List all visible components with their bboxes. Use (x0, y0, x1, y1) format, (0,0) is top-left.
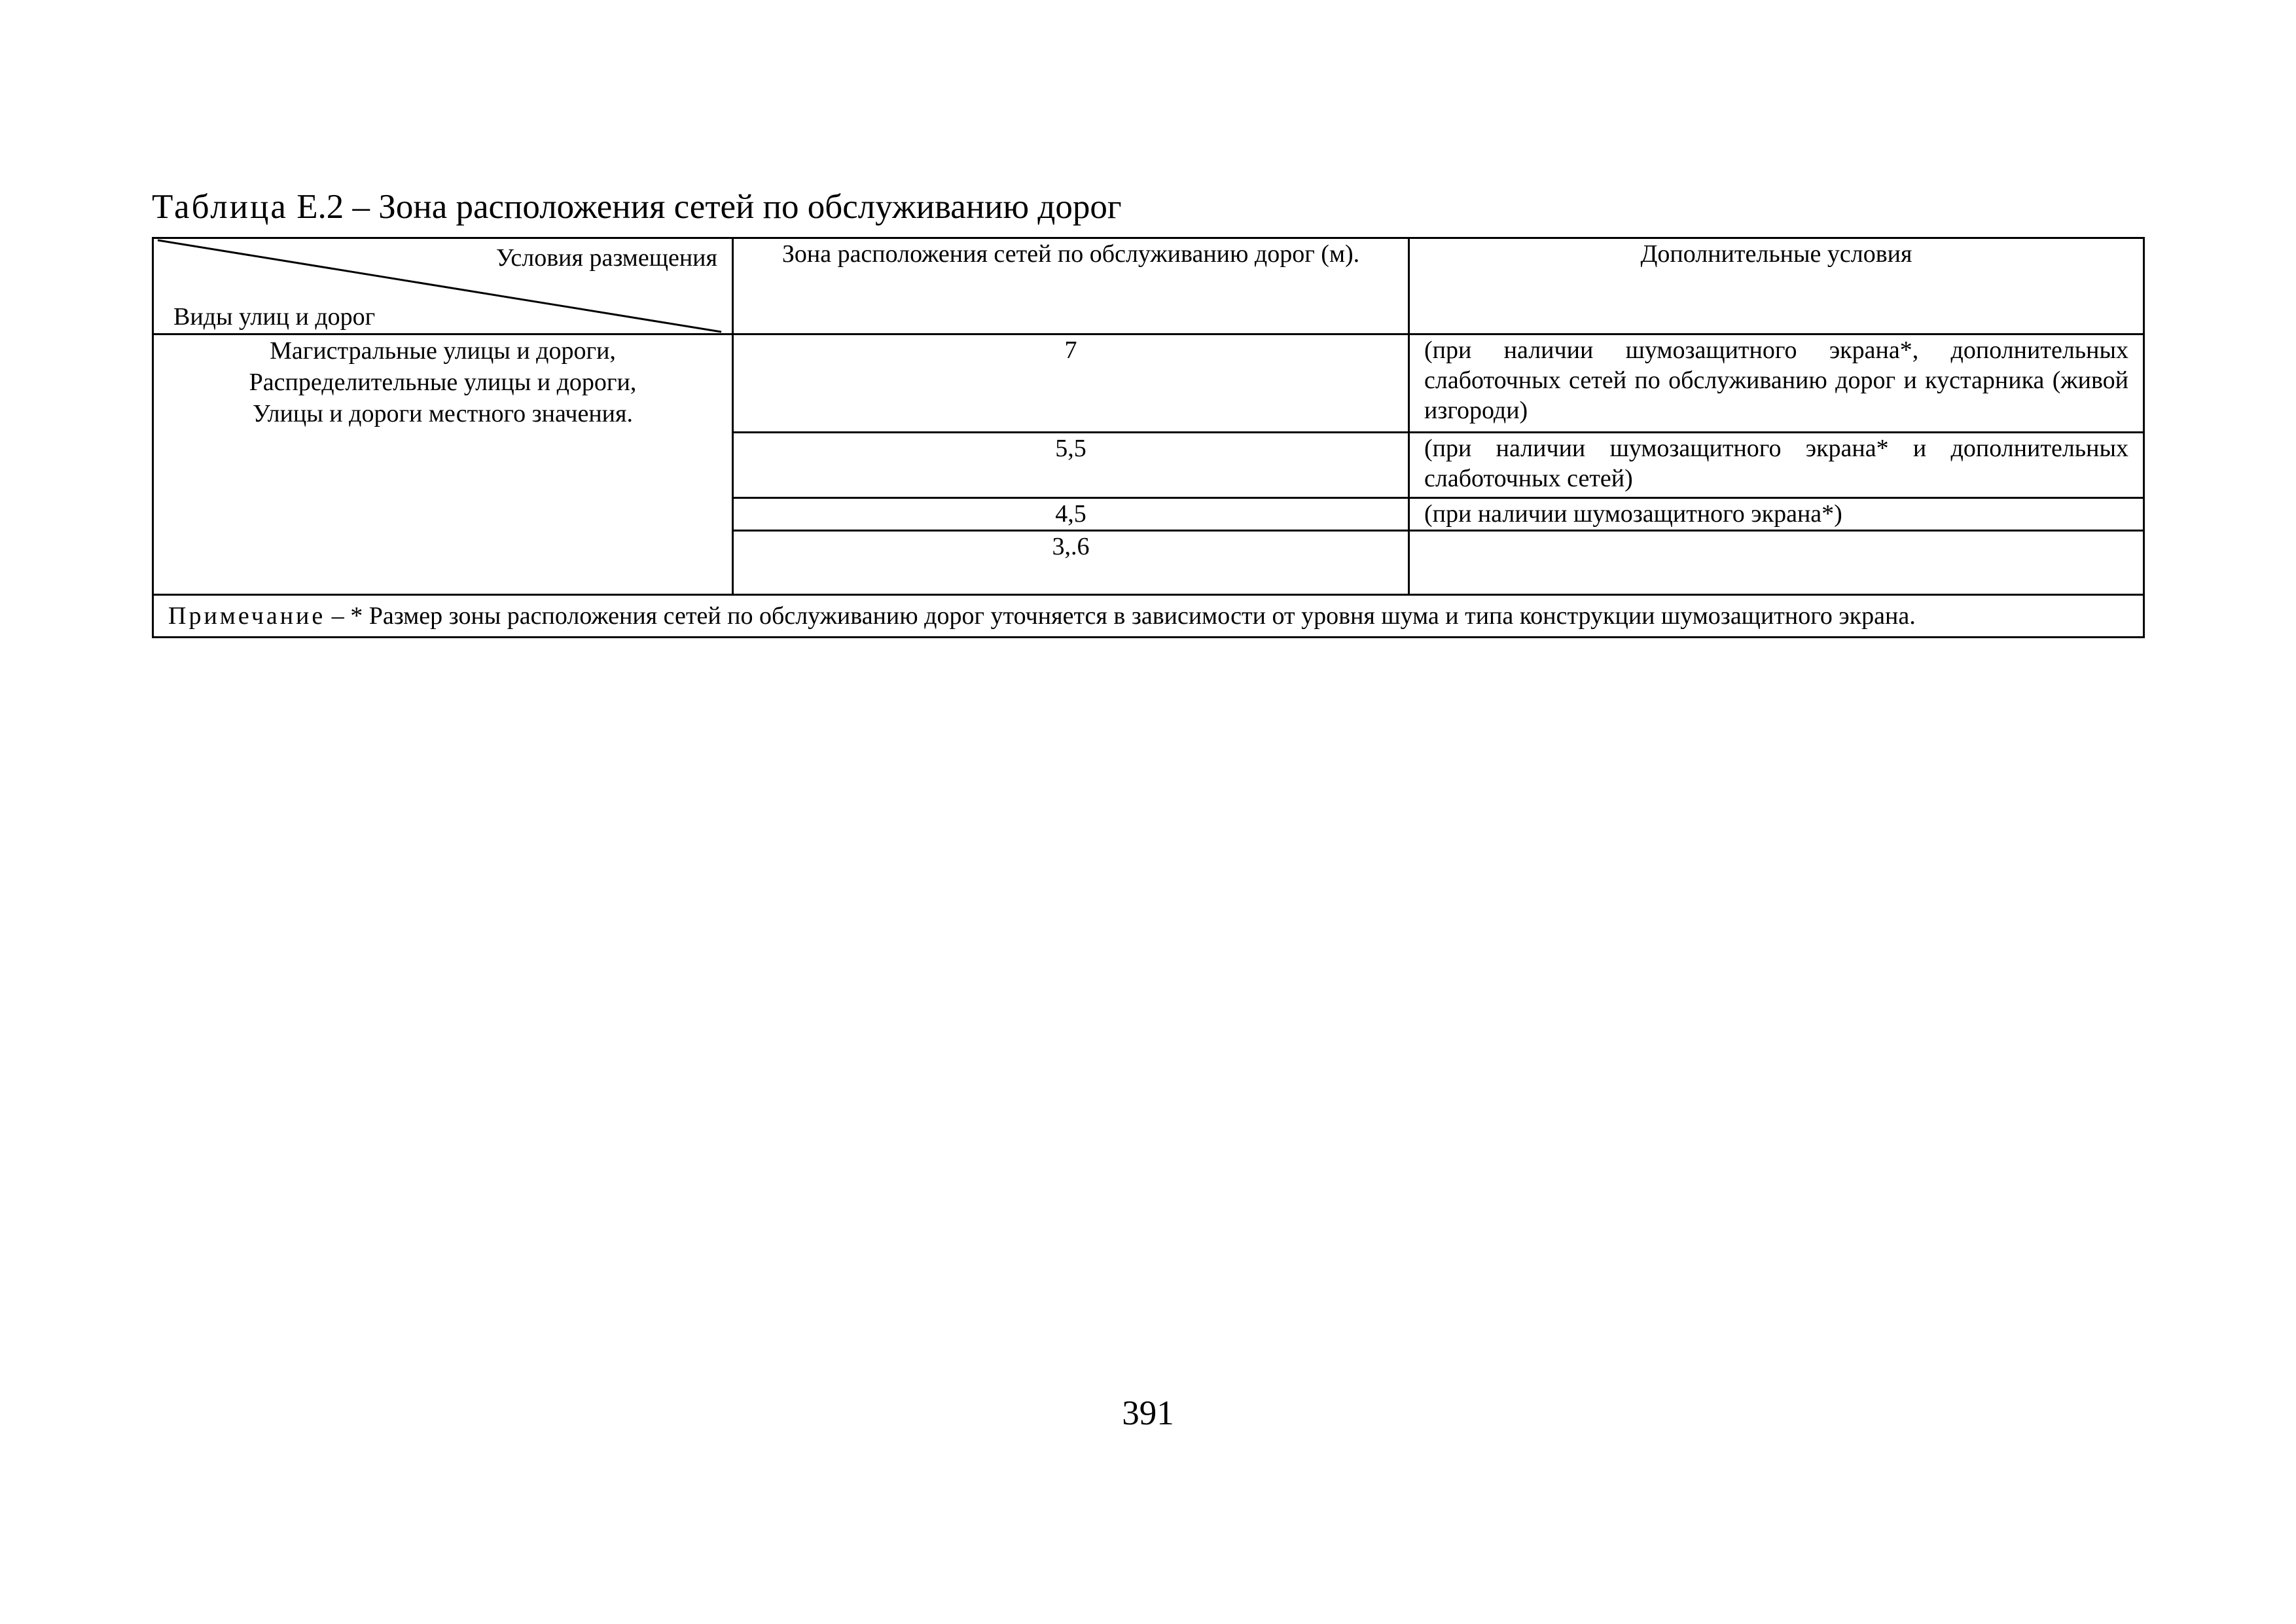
street-types-cell (153, 334, 733, 595)
condition-text (1409, 531, 2144, 595)
note-text: – * Размер зоны расположения сетей по обслуживанию дорог уточняется в зависимости от уровня шума и типа конструкции шумозащитного экрана. (331, 602, 1916, 630)
diagonal-header-cell (153, 238, 733, 334)
caption-label: Таблица (152, 188, 288, 226)
condition-text: (при наличии шумозащитного экрана*, дополнительных слаботочных сетей по обслуживанию дорог и кустарника (живой изгороди) (1409, 334, 2144, 433)
street-type: Магистральные улицы и дороги, (270, 337, 616, 365)
header-row (153, 238, 2144, 334)
note-label: Примечание (168, 602, 326, 630)
note-row (153, 595, 2144, 638)
zone-value: 7 (733, 334, 1409, 433)
page-number: 391 (1122, 1394, 1174, 1432)
table-row (153, 334, 2144, 433)
street-type: Распределительные улицы и дороги, (249, 369, 637, 396)
table-caption (152, 187, 1122, 227)
zones-table (152, 237, 2145, 638)
caption-text: Е.2 – Зона расположения сетей по обслуживанию дорог (296, 188, 1122, 226)
header-conditions: Условия размещения (496, 244, 717, 272)
zone-value: 4,5 (733, 498, 1409, 531)
zone-value: 3,.6 (733, 531, 1409, 595)
header-street-types: Виды улиц и дорог (173, 303, 376, 331)
street-type: Улицы и дороги местного значения. (252, 400, 633, 427)
header-zone-text: Зона расположения сетей по обслуживанию дорог (м). (781, 240, 1360, 268)
header-zone (733, 238, 1409, 334)
condition-text: (при наличии шумозащитного экрана* и дополнительных слаботочных сетей) (1409, 433, 2144, 498)
header-additional: Дополнительные условия (1409, 238, 2144, 334)
zone-value: 5,5 (733, 433, 1409, 498)
table-note (153, 595, 2144, 638)
condition-text: (при наличии шумозащитного экрана*) (1409, 498, 2144, 531)
